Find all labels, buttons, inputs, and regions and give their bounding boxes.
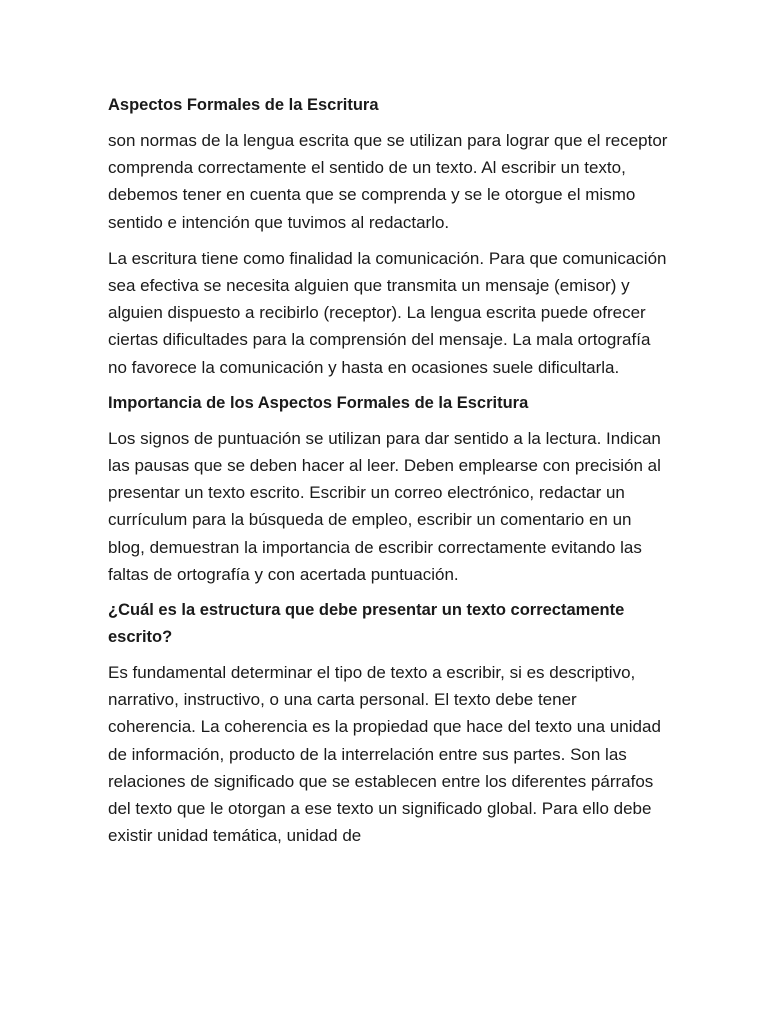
paragraph-communication: La escritura tiene como finalidad la comunicación. Para que comunicación sea efectiva se necesita alguien que transmita un mensaje (emisor) y alguien dispuesto a recibirlo (receptor). La lengua escrita puede ofrecer ciertas dificultades para la comprensión del mensaje. La mala ortografía no favorece la comunicación y hasta en ocasiones suele dificultarla. <box>108 248 667 377</box>
section-heading-estructura: ¿Cuál es la estructura que debe presentar un texto correctamente escrito? <box>108 601 625 647</box>
section-heading-importancia: Importancia de los Aspectos Formales de la Escritura <box>108 393 529 412</box>
document-page <box>108 92 668 858</box>
paragraph-structure: Es fundamental determinar el tipo de texto a escribir, si es descriptivo, narrativo, instructivo, o una carta personal. El texto debe tener coherencia. La coherencia es la propiedad que hace del texto una unidad de información, producto de la interrelación entre sus partes. Son las relaciones de significado que se establecen entre los diferentes párrafos del texto que le otorgan a ese texto un significado global. Para ello debe existir unidad temática, unidad de <box>108 663 661 846</box>
paragraph-punctuation: Los signos de puntuación se utilizan para dar sentido a la lectura. Indican las pausas que se deben hacer al leer. Deben emplearse con precisión al presentar un texto escrito. Escribir un correo electrónico, redactar un currículum para la búsqueda de empleo, escribir un comentario en un blog, demuestran la importancia de escribir correctamente evitando las faltas de ortografía y con acertada puntuación. <box>108 428 661 584</box>
paragraph-definition: son normas de la lengua escrita que se utilizan para lograr que el receptor comprenda correctamente el sentido de un texto. Al escribir un texto, debemos tener en cuenta que se comprenda y se le otorgue el mismo sentido e intención que tuvimos al redactarlo. <box>108 131 668 232</box>
section-heading-aspectos-formales: Aspectos Formales de la Escritura <box>108 96 379 114</box>
